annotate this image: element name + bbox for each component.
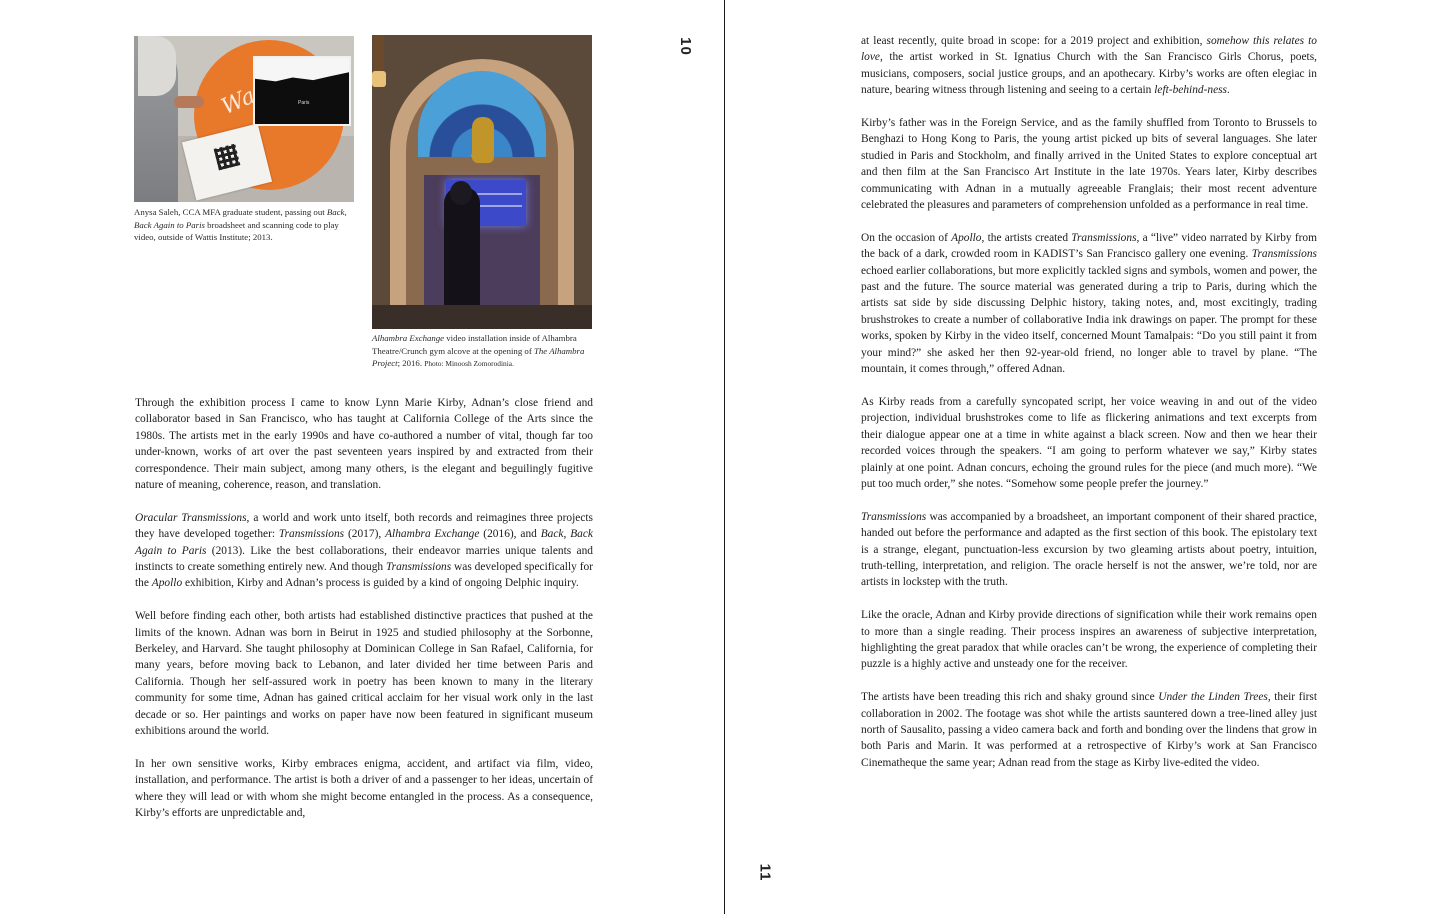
paragraph: Well before finding each other, both artists had established distinctive practices that pushed at the limits of the known. Adnan was born in Beirut in 1925 and studied philosophy at the Sorbonne, Berkeley, and Harvard. She taught philosophy at Dominican College in San Rafael, California, for many years, before moving back to Lebanon, and later divided her time between Paris and California. Though her self-assured work in poetry has been known to many in the literary community for some time, Adnan has gained critical acclaim for her visual work only in the last decade or so. Her paintings and works on paper have now been featured in significant museum exhibitions around the world. [135, 610, 593, 738]
left-page-body [135, 395, 593, 822]
paragraph: Kirby’s father was in the Foreign Service, and as the family shuffled from Toronto to Brussels to Benghazi to Hong Kong to Paris, the young artist picked up bits of several languages. She later studied in Paris and Stockholm, and finally arrived in the United States to explore conceptual art and then film at the San Francisco Art Institute in the late 1970s. Years later, Kirby describes communicating with Adnan in a mutually agreeable Franglais; their most recent adventure celebrated the pleasures and parameters of comprehension unfolded as a performance in real time. [861, 117, 1317, 212]
right-page-body [861, 33, 1317, 771]
paragraph: Through the exhibition process I came to know Lynn Marie Kirby, Adnan’s close friend and collaborator based in San Francisco, who has taught at California College of the Arts since the 1980s. The artists met in the early 1990s and have co-authored a number of vital, though far too under-known, works of art over the past seventeen years inspired by and extracted from their correspondence. Their main subject, among many others, is the elegant and beguilingly fugitive nature of meaning, coherence, reason, and translation. [135, 397, 593, 492]
page-number-right: 11 [756, 863, 774, 882]
peacock-body [472, 117, 494, 163]
student-hand-phone [174, 96, 204, 108]
paragraph: Oracular Transmissions, a world and work unto itself, both records and reimagines three projects they have developed together: Transmissions (2017), Alhambra Exchange (2016), and Back, Back Again to Paris (2013). Like the best collaborations, their endeavor marries unique talents and instincts to create something entirely new. And though Transmissions was developed specifically for the Apollo exhibition, Kirby and Adnan’s process is guided by a kind of ongoing Delphic inquiry. [135, 511, 593, 590]
paragraph: Transmissions was accompanied by a broadsheet, an important component of their shared practice, handed out before the performance and adapted as the first section of this book. The epistolary text is a strange, elegant, punctuation-less excursion by two gleaming artists about poetry, intuition, truth-telling, interpretation, and religion. The oracle herself is not the answer, we’re told, nor are artists in lockstep with the truth. [861, 510, 1317, 589]
photo-alhambra-exchange [372, 35, 592, 329]
paragraph: As Kirby reads from a carefully syncopated script, her voice weaving in and out of the video projection, individual brushstrokes come to life as flickering animations and text excerpts from their dialogue appear one at a time in white against a black screen. Now and then we hear their recorded voices through the speakers. “I am going to perform whatever we say,” Kirby states plainly at one point. Adnan concurs, echoing the ground rules for the piece (and much more). “We put too much order,” she notes. “Somehow some people prefer the journey.” [861, 395, 1317, 490]
alcove-floor [372, 305, 592, 329]
photo-broadsheet-distribution [134, 36, 354, 202]
paragraph: On the occasion of Apollo, the artists created Transmissions, a “live” video narrated by Kirby from the back of a dark, crowded room in KADIST’s San Francisco gallery one evening. Transmissions echoed earlier collaborations, but more explicitly tackled signs and symbols, women and power, the past and the future. The source material was generated during a trip to Paris, during which the artists sat side by side discussing Delphic history, taking notes, and, most excitingly, trading brushstrokes to create a number of collaborative India ink drawings on paper. The prompt for these works, spoken by Kirby in the video itself, concerned Mount Tamalpais: “Do you still paint it from your mind?” she asked her then 92-year-old friend, no longer able to travel by plane. “The mountain, it comes through,” offered Adnan. [861, 231, 1317, 376]
paragraph: Like the oracle, Adnan and Kirby provide directions of signification while their work remains open to more than a single reading. Their process inspires an awareness of subjective interpretation, highlighting the great paradox that while oracles can’t be wrong, the experience of completing their puzzle is a highly active and unsteady one for the receiver. [861, 609, 1317, 671]
student-hijab [138, 36, 176, 96]
paragraph: The artists have been treading this rich and shaky ground since Under the Linden Trees, their first collaboration in 2002. The footage was shot while the artists sauntered down a tree-lined alley just north of Sausalito, passing a video camera back and forth and bonding over the lindens that grow in both Paris and Marin. It was performed at a retrospective of Kirby’s work at San Francisco Cinematheque the same year; Adnan read from the stage as Kirby live-edited the video. [861, 691, 1317, 769]
page-spine [724, 0, 725, 914]
paragraph: at least recently, quite broad in scope: for a 2019 project and exhibition, somehow this relates to love, the artist worked in St. Ignatius Church with the San Francisco Girls Chorus, poets, musicians, composers, social justice groups, and an apothecary. Kirby’s works are often elegiac in nature, bearing witness through listening and seeing to a certain left-behind-ness. [861, 35, 1317, 97]
video-still-label: Paris [298, 100, 310, 106]
viewer-head [450, 181, 472, 205]
figure-caption-2: Alhambra Exchange video installation inside of Alhambra Theatre/Crunch gym alcove at the opening of The Alhambra Project; 2016. Photo: Minoosh Zomorodinia. [372, 333, 585, 369]
paragraph: In her own sensitive works, Kirby embraces enigma, accident, and artifact via film, video, installation, and performance. The artist is both a driver of and a passenger to her ideas, uncertain of where they will lead or with whom she might become entangled in the process. As a consequence, Kirby’s efforts are unpredictable and, [135, 757, 593, 820]
hanging-lamp [374, 35, 384, 75]
lamp-shade [372, 71, 386, 87]
figure-caption-1: Anysa Saleh, CCA MFA graduate student, passing out Back, Back Again to Paris broadsheet and scanning code to play video, outside of Wattis Institute; 2013. [134, 207, 347, 243]
page-number-left: 10 [676, 37, 694, 56]
